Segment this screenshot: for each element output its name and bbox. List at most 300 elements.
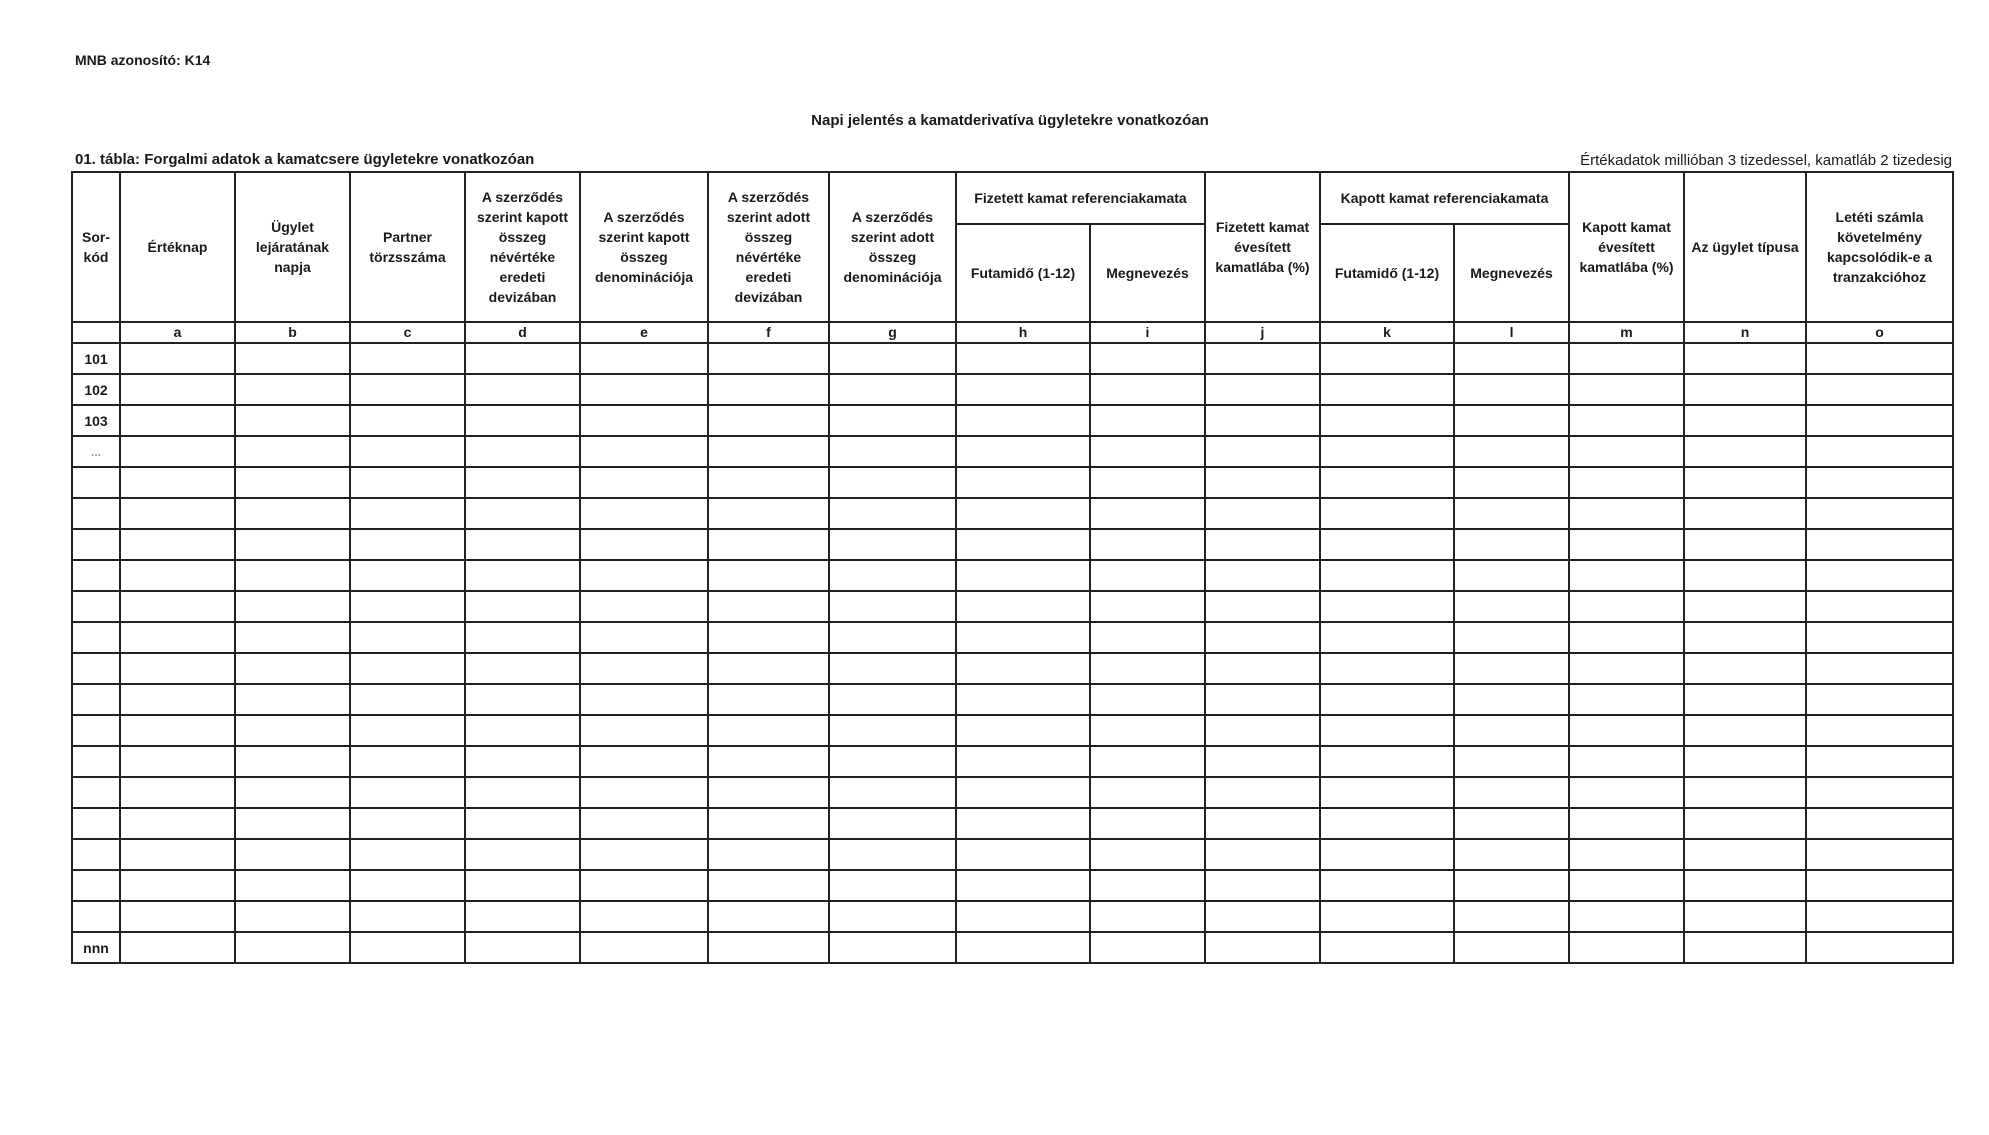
data-cell-b[interactable] — [235, 436, 350, 467]
data-cell-e[interactable] — [580, 653, 708, 684]
data-cell-j[interactable] — [1205, 653, 1320, 684]
data-cell-n[interactable] — [1684, 777, 1806, 808]
data-cell-d[interactable] — [465, 405, 580, 436]
data-cell-d[interactable] — [465, 684, 580, 715]
data-cell-f[interactable] — [708, 374, 829, 405]
data-cell-n[interactable] — [1684, 715, 1806, 746]
data-cell-c[interactable] — [350, 560, 465, 591]
data-cell-c[interactable] — [350, 405, 465, 436]
data-cell-o[interactable] — [1806, 529, 1953, 560]
data-cell-c[interactable] — [350, 684, 465, 715]
data-cell-i[interactable] — [1090, 374, 1205, 405]
data-cell-i[interactable] — [1090, 622, 1205, 653]
data-cell-h[interactable] — [956, 343, 1090, 374]
data-cell-m[interactable] — [1569, 901, 1684, 932]
data-cell-i[interactable] — [1090, 653, 1205, 684]
data-cell-o[interactable] — [1806, 901, 1953, 932]
data-cell-m[interactable] — [1569, 653, 1684, 684]
data-cell-l[interactable] — [1454, 653, 1569, 684]
data-cell-g[interactable] — [829, 343, 956, 374]
data-cell-j[interactable] — [1205, 467, 1320, 498]
data-cell-h[interactable] — [956, 653, 1090, 684]
data-cell-j[interactable] — [1205, 560, 1320, 591]
data-cell-a[interactable] — [120, 684, 235, 715]
data-cell-f[interactable] — [708, 467, 829, 498]
data-cell-c[interactable] — [350, 901, 465, 932]
data-cell-b[interactable] — [235, 405, 350, 436]
data-cell-i[interactable] — [1090, 560, 1205, 591]
data-cell-a[interactable] — [120, 436, 235, 467]
data-cell-d[interactable] — [465, 715, 580, 746]
data-cell-j[interactable] — [1205, 498, 1320, 529]
data-cell-i[interactable] — [1090, 870, 1205, 901]
data-cell-k[interactable] — [1320, 870, 1454, 901]
data-cell-c[interactable] — [350, 653, 465, 684]
data-cell-h[interactable] — [956, 529, 1090, 560]
data-cell-l[interactable] — [1454, 808, 1569, 839]
data-cell-e[interactable] — [580, 436, 708, 467]
data-cell-g[interactable] — [829, 467, 956, 498]
data-cell-g[interactable] — [829, 870, 956, 901]
data-cell-n[interactable] — [1684, 529, 1806, 560]
data-cell-g[interactable] — [829, 808, 956, 839]
data-cell-a[interactable] — [120, 777, 235, 808]
data-cell-l[interactable] — [1454, 467, 1569, 498]
data-cell-f[interactable] — [708, 870, 829, 901]
data-cell-n[interactable] — [1684, 901, 1806, 932]
data-cell-n[interactable] — [1684, 684, 1806, 715]
data-cell-d[interactable] — [465, 777, 580, 808]
data-cell-e[interactable] — [580, 529, 708, 560]
data-cell-o[interactable] — [1806, 374, 1953, 405]
data-cell-e[interactable] — [580, 777, 708, 808]
data-cell-c[interactable] — [350, 870, 465, 901]
data-cell-b[interactable] — [235, 374, 350, 405]
data-cell-a[interactable] — [120, 715, 235, 746]
data-cell-k[interactable] — [1320, 374, 1454, 405]
data-cell-d[interactable] — [465, 870, 580, 901]
data-cell-j[interactable] — [1205, 343, 1320, 374]
data-cell-h[interactable] — [956, 746, 1090, 777]
data-cell-a[interactable] — [120, 870, 235, 901]
data-cell-g[interactable] — [829, 529, 956, 560]
data-cell-l[interactable] — [1454, 932, 1569, 963]
data-cell-i[interactable] — [1090, 436, 1205, 467]
data-cell-b[interactable] — [235, 870, 350, 901]
data-cell-d[interactable] — [465, 901, 580, 932]
data-cell-c[interactable] — [350, 436, 465, 467]
data-cell-d[interactable] — [465, 498, 580, 529]
data-cell-d[interactable] — [465, 808, 580, 839]
data-cell-j[interactable] — [1205, 436, 1320, 467]
data-cell-b[interactable] — [235, 498, 350, 529]
data-cell-a[interactable] — [120, 808, 235, 839]
data-cell-f[interactable] — [708, 808, 829, 839]
data-cell-i[interactable] — [1090, 932, 1205, 963]
data-cell-l[interactable] — [1454, 343, 1569, 374]
data-cell-n[interactable] — [1684, 467, 1806, 498]
data-cell-f[interactable] — [708, 932, 829, 963]
data-cell-b[interactable] — [235, 343, 350, 374]
data-cell-o[interactable] — [1806, 746, 1953, 777]
data-cell-o[interactable] — [1806, 777, 1953, 808]
data-cell-h[interactable] — [956, 777, 1090, 808]
data-cell-e[interactable] — [580, 591, 708, 622]
data-cell-a[interactable] — [120, 932, 235, 963]
data-cell-j[interactable] — [1205, 405, 1320, 436]
data-cell-d[interactable] — [465, 653, 580, 684]
data-cell-k[interactable] — [1320, 653, 1454, 684]
data-cell-b[interactable] — [235, 560, 350, 591]
data-cell-h[interactable] — [956, 467, 1090, 498]
data-cell-o[interactable] — [1806, 591, 1953, 622]
data-cell-k[interactable] — [1320, 498, 1454, 529]
data-cell-i[interactable] — [1090, 498, 1205, 529]
data-cell-l[interactable] — [1454, 715, 1569, 746]
data-cell-l[interactable] — [1454, 560, 1569, 591]
data-cell-j[interactable] — [1205, 932, 1320, 963]
data-cell-l[interactable] — [1454, 777, 1569, 808]
data-cell-n[interactable] — [1684, 498, 1806, 529]
data-cell-m[interactable] — [1569, 622, 1684, 653]
data-cell-o[interactable] — [1806, 343, 1953, 374]
data-cell-i[interactable] — [1090, 343, 1205, 374]
data-cell-g[interactable] — [829, 839, 956, 870]
data-cell-n[interactable] — [1684, 405, 1806, 436]
data-cell-i[interactable] — [1090, 746, 1205, 777]
data-cell-g[interactable] — [829, 715, 956, 746]
data-cell-b[interactable] — [235, 715, 350, 746]
data-cell-h[interactable] — [956, 870, 1090, 901]
data-cell-k[interactable] — [1320, 436, 1454, 467]
data-cell-e[interactable] — [580, 405, 708, 436]
data-cell-b[interactable] — [235, 839, 350, 870]
data-cell-n[interactable] — [1684, 808, 1806, 839]
data-cell-c[interactable] — [350, 808, 465, 839]
data-cell-f[interactable] — [708, 622, 829, 653]
data-cell-o[interactable] — [1806, 839, 1953, 870]
data-cell-i[interactable] — [1090, 715, 1205, 746]
data-cell-c[interactable] — [350, 374, 465, 405]
data-cell-c[interactable] — [350, 591, 465, 622]
data-cell-b[interactable] — [235, 777, 350, 808]
data-cell-h[interactable] — [956, 374, 1090, 405]
data-cell-b[interactable] — [235, 932, 350, 963]
data-cell-n[interactable] — [1684, 870, 1806, 901]
data-cell-k[interactable] — [1320, 901, 1454, 932]
data-cell-n[interactable] — [1684, 653, 1806, 684]
data-cell-f[interactable] — [708, 715, 829, 746]
data-cell-h[interactable] — [956, 932, 1090, 963]
data-cell-m[interactable] — [1569, 777, 1684, 808]
data-cell-e[interactable] — [580, 746, 708, 777]
data-cell-j[interactable] — [1205, 870, 1320, 901]
data-cell-f[interactable] — [708, 777, 829, 808]
data-cell-c[interactable] — [350, 467, 465, 498]
data-cell-m[interactable] — [1569, 529, 1684, 560]
data-cell-j[interactable] — [1205, 839, 1320, 870]
data-cell-m[interactable] — [1569, 839, 1684, 870]
data-cell-b[interactable] — [235, 622, 350, 653]
data-cell-d[interactable] — [465, 622, 580, 653]
data-cell-j[interactable] — [1205, 777, 1320, 808]
data-cell-b[interactable] — [235, 808, 350, 839]
data-cell-a[interactable] — [120, 498, 235, 529]
data-cell-o[interactable] — [1806, 684, 1953, 715]
data-cell-h[interactable] — [956, 560, 1090, 591]
data-cell-i[interactable] — [1090, 405, 1205, 436]
data-cell-k[interactable] — [1320, 746, 1454, 777]
data-cell-k[interactable] — [1320, 839, 1454, 870]
data-cell-d[interactable] — [465, 374, 580, 405]
data-cell-m[interactable] — [1569, 436, 1684, 467]
data-cell-d[interactable] — [465, 467, 580, 498]
data-cell-o[interactable] — [1806, 436, 1953, 467]
data-cell-o[interactable] — [1806, 715, 1953, 746]
data-cell-h[interactable] — [956, 901, 1090, 932]
data-cell-l[interactable] — [1454, 498, 1569, 529]
data-cell-d[interactable] — [465, 529, 580, 560]
data-cell-a[interactable] — [120, 405, 235, 436]
data-cell-f[interactable] — [708, 684, 829, 715]
data-cell-o[interactable] — [1806, 467, 1953, 498]
data-cell-n[interactable] — [1684, 746, 1806, 777]
data-cell-o[interactable] — [1806, 405, 1953, 436]
data-cell-m[interactable] — [1569, 591, 1684, 622]
data-cell-c[interactable] — [350, 839, 465, 870]
data-cell-o[interactable] — [1806, 560, 1953, 591]
data-cell-l[interactable] — [1454, 839, 1569, 870]
data-cell-n[interactable] — [1684, 839, 1806, 870]
data-cell-e[interactable] — [580, 684, 708, 715]
data-cell-n[interactable] — [1684, 343, 1806, 374]
data-cell-e[interactable] — [580, 932, 708, 963]
data-cell-b[interactable] — [235, 467, 350, 498]
data-cell-a[interactable] — [120, 746, 235, 777]
data-cell-e[interactable] — [580, 901, 708, 932]
data-cell-e[interactable] — [580, 560, 708, 591]
data-cell-m[interactable] — [1569, 343, 1684, 374]
data-cell-e[interactable] — [580, 374, 708, 405]
data-cell-n[interactable] — [1684, 932, 1806, 963]
data-cell-d[interactable] — [465, 932, 580, 963]
data-cell-d[interactable] — [465, 436, 580, 467]
data-cell-j[interactable] — [1205, 684, 1320, 715]
data-cell-d[interactable] — [465, 839, 580, 870]
data-cell-m[interactable] — [1569, 405, 1684, 436]
data-cell-l[interactable] — [1454, 684, 1569, 715]
data-cell-e[interactable] — [580, 839, 708, 870]
data-cell-m[interactable] — [1569, 870, 1684, 901]
data-cell-h[interactable] — [956, 622, 1090, 653]
data-cell-i[interactable] — [1090, 529, 1205, 560]
data-cell-l[interactable] — [1454, 622, 1569, 653]
data-cell-d[interactable] — [465, 746, 580, 777]
data-cell-g[interactable] — [829, 746, 956, 777]
data-cell-l[interactable] — [1454, 746, 1569, 777]
data-cell-a[interactable] — [120, 467, 235, 498]
data-cell-c[interactable] — [350, 746, 465, 777]
data-cell-b[interactable] — [235, 684, 350, 715]
data-cell-o[interactable] — [1806, 498, 1953, 529]
data-cell-g[interactable] — [829, 374, 956, 405]
data-cell-k[interactable] — [1320, 560, 1454, 591]
data-cell-a[interactable] — [120, 374, 235, 405]
data-cell-m[interactable] — [1569, 467, 1684, 498]
data-cell-g[interactable] — [829, 653, 956, 684]
data-cell-e[interactable] — [580, 715, 708, 746]
data-cell-e[interactable] — [580, 808, 708, 839]
data-cell-i[interactable] — [1090, 839, 1205, 870]
data-cell-m[interactable] — [1569, 746, 1684, 777]
data-cell-j[interactable] — [1205, 591, 1320, 622]
data-cell-j[interactable] — [1205, 808, 1320, 839]
data-cell-c[interactable] — [350, 498, 465, 529]
data-cell-l[interactable] — [1454, 901, 1569, 932]
data-cell-l[interactable] — [1454, 436, 1569, 467]
data-cell-k[interactable] — [1320, 405, 1454, 436]
data-cell-j[interactable] — [1205, 715, 1320, 746]
data-cell-n[interactable] — [1684, 622, 1806, 653]
data-cell-f[interactable] — [708, 560, 829, 591]
data-cell-c[interactable] — [350, 932, 465, 963]
data-cell-m[interactable] — [1569, 684, 1684, 715]
data-cell-h[interactable] — [956, 405, 1090, 436]
data-cell-h[interactable] — [956, 498, 1090, 529]
data-cell-l[interactable] — [1454, 870, 1569, 901]
data-cell-f[interactable] — [708, 591, 829, 622]
data-cell-k[interactable] — [1320, 622, 1454, 653]
data-cell-i[interactable] — [1090, 684, 1205, 715]
data-cell-g[interactable] — [829, 405, 956, 436]
data-cell-m[interactable] — [1569, 374, 1684, 405]
data-cell-f[interactable] — [708, 343, 829, 374]
data-cell-m[interactable] — [1569, 932, 1684, 963]
data-cell-o[interactable] — [1806, 622, 1953, 653]
data-cell-b[interactable] — [235, 591, 350, 622]
data-cell-b[interactable] — [235, 746, 350, 777]
data-cell-k[interactable] — [1320, 343, 1454, 374]
data-cell-k[interactable] — [1320, 684, 1454, 715]
data-cell-n[interactable] — [1684, 591, 1806, 622]
data-cell-b[interactable] — [235, 653, 350, 684]
data-cell-e[interactable] — [580, 498, 708, 529]
data-cell-o[interactable] — [1806, 870, 1953, 901]
data-cell-g[interactable] — [829, 622, 956, 653]
data-cell-m[interactable] — [1569, 715, 1684, 746]
data-cell-g[interactable] — [829, 684, 956, 715]
data-cell-l[interactable] — [1454, 591, 1569, 622]
data-cell-o[interactable] — [1806, 808, 1953, 839]
data-cell-h[interactable] — [956, 839, 1090, 870]
data-cell-a[interactable] — [120, 560, 235, 591]
data-cell-k[interactable] — [1320, 591, 1454, 622]
data-cell-l[interactable] — [1454, 405, 1569, 436]
data-cell-h[interactable] — [956, 808, 1090, 839]
data-cell-f[interactable] — [708, 498, 829, 529]
data-cell-o[interactable] — [1806, 932, 1953, 963]
data-cell-m[interactable] — [1569, 560, 1684, 591]
data-cell-i[interactable] — [1090, 467, 1205, 498]
data-cell-g[interactable] — [829, 932, 956, 963]
data-cell-g[interactable] — [829, 777, 956, 808]
data-cell-j[interactable] — [1205, 746, 1320, 777]
data-cell-h[interactable] — [956, 436, 1090, 467]
data-cell-e[interactable] — [580, 467, 708, 498]
data-cell-b[interactable] — [235, 901, 350, 932]
data-cell-k[interactable] — [1320, 467, 1454, 498]
data-cell-a[interactable] — [120, 529, 235, 560]
data-cell-k[interactable] — [1320, 808, 1454, 839]
data-cell-i[interactable] — [1090, 808, 1205, 839]
data-cell-h[interactable] — [956, 715, 1090, 746]
data-cell-k[interactable] — [1320, 529, 1454, 560]
data-cell-j[interactable] — [1205, 622, 1320, 653]
data-cell-i[interactable] — [1090, 777, 1205, 808]
data-cell-h[interactable] — [956, 684, 1090, 715]
data-cell-l[interactable] — [1454, 529, 1569, 560]
data-cell-g[interactable] — [829, 901, 956, 932]
data-cell-f[interactable] — [708, 405, 829, 436]
data-cell-f[interactable] — [708, 529, 829, 560]
data-cell-j[interactable] — [1205, 374, 1320, 405]
data-cell-a[interactable] — [120, 622, 235, 653]
data-cell-c[interactable] — [350, 622, 465, 653]
data-cell-d[interactable] — [465, 591, 580, 622]
data-cell-f[interactable] — [708, 653, 829, 684]
data-cell-c[interactable] — [350, 777, 465, 808]
data-cell-n[interactable] — [1684, 374, 1806, 405]
data-cell-l[interactable] — [1454, 374, 1569, 405]
data-cell-d[interactable] — [465, 343, 580, 374]
data-cell-m[interactable] — [1569, 498, 1684, 529]
data-cell-e[interactable] — [580, 622, 708, 653]
data-cell-f[interactable] — [708, 746, 829, 777]
data-cell-e[interactable] — [580, 870, 708, 901]
data-cell-f[interactable] — [708, 839, 829, 870]
data-cell-c[interactable] — [350, 343, 465, 374]
data-cell-c[interactable] — [350, 529, 465, 560]
data-cell-a[interactable] — [120, 343, 235, 374]
data-cell-h[interactable] — [956, 591, 1090, 622]
data-cell-k[interactable] — [1320, 932, 1454, 963]
data-cell-j[interactable] — [1205, 901, 1320, 932]
data-cell-a[interactable] — [120, 901, 235, 932]
data-cell-c[interactable] — [350, 715, 465, 746]
data-cell-g[interactable] — [829, 591, 956, 622]
data-cell-a[interactable] — [120, 839, 235, 870]
data-cell-f[interactable] — [708, 901, 829, 932]
data-cell-g[interactable] — [829, 560, 956, 591]
data-cell-n[interactable] — [1684, 436, 1806, 467]
data-cell-a[interactable] — [120, 591, 235, 622]
data-cell-m[interactable] — [1569, 808, 1684, 839]
data-cell-b[interactable] — [235, 529, 350, 560]
data-cell-d[interactable] — [465, 560, 580, 591]
data-cell-g[interactable] — [829, 498, 956, 529]
data-cell-i[interactable] — [1090, 901, 1205, 932]
data-cell-e[interactable] — [580, 343, 708, 374]
data-cell-n[interactable] — [1684, 560, 1806, 591]
data-cell-f[interactable] — [708, 436, 829, 467]
data-cell-a[interactable] — [120, 653, 235, 684]
data-cell-k[interactable] — [1320, 715, 1454, 746]
data-cell-k[interactable] — [1320, 777, 1454, 808]
data-cell-j[interactable] — [1205, 529, 1320, 560]
data-cell-i[interactable] — [1090, 591, 1205, 622]
data-cell-o[interactable] — [1806, 653, 1953, 684]
data-cell-g[interactable] — [829, 436, 956, 467]
